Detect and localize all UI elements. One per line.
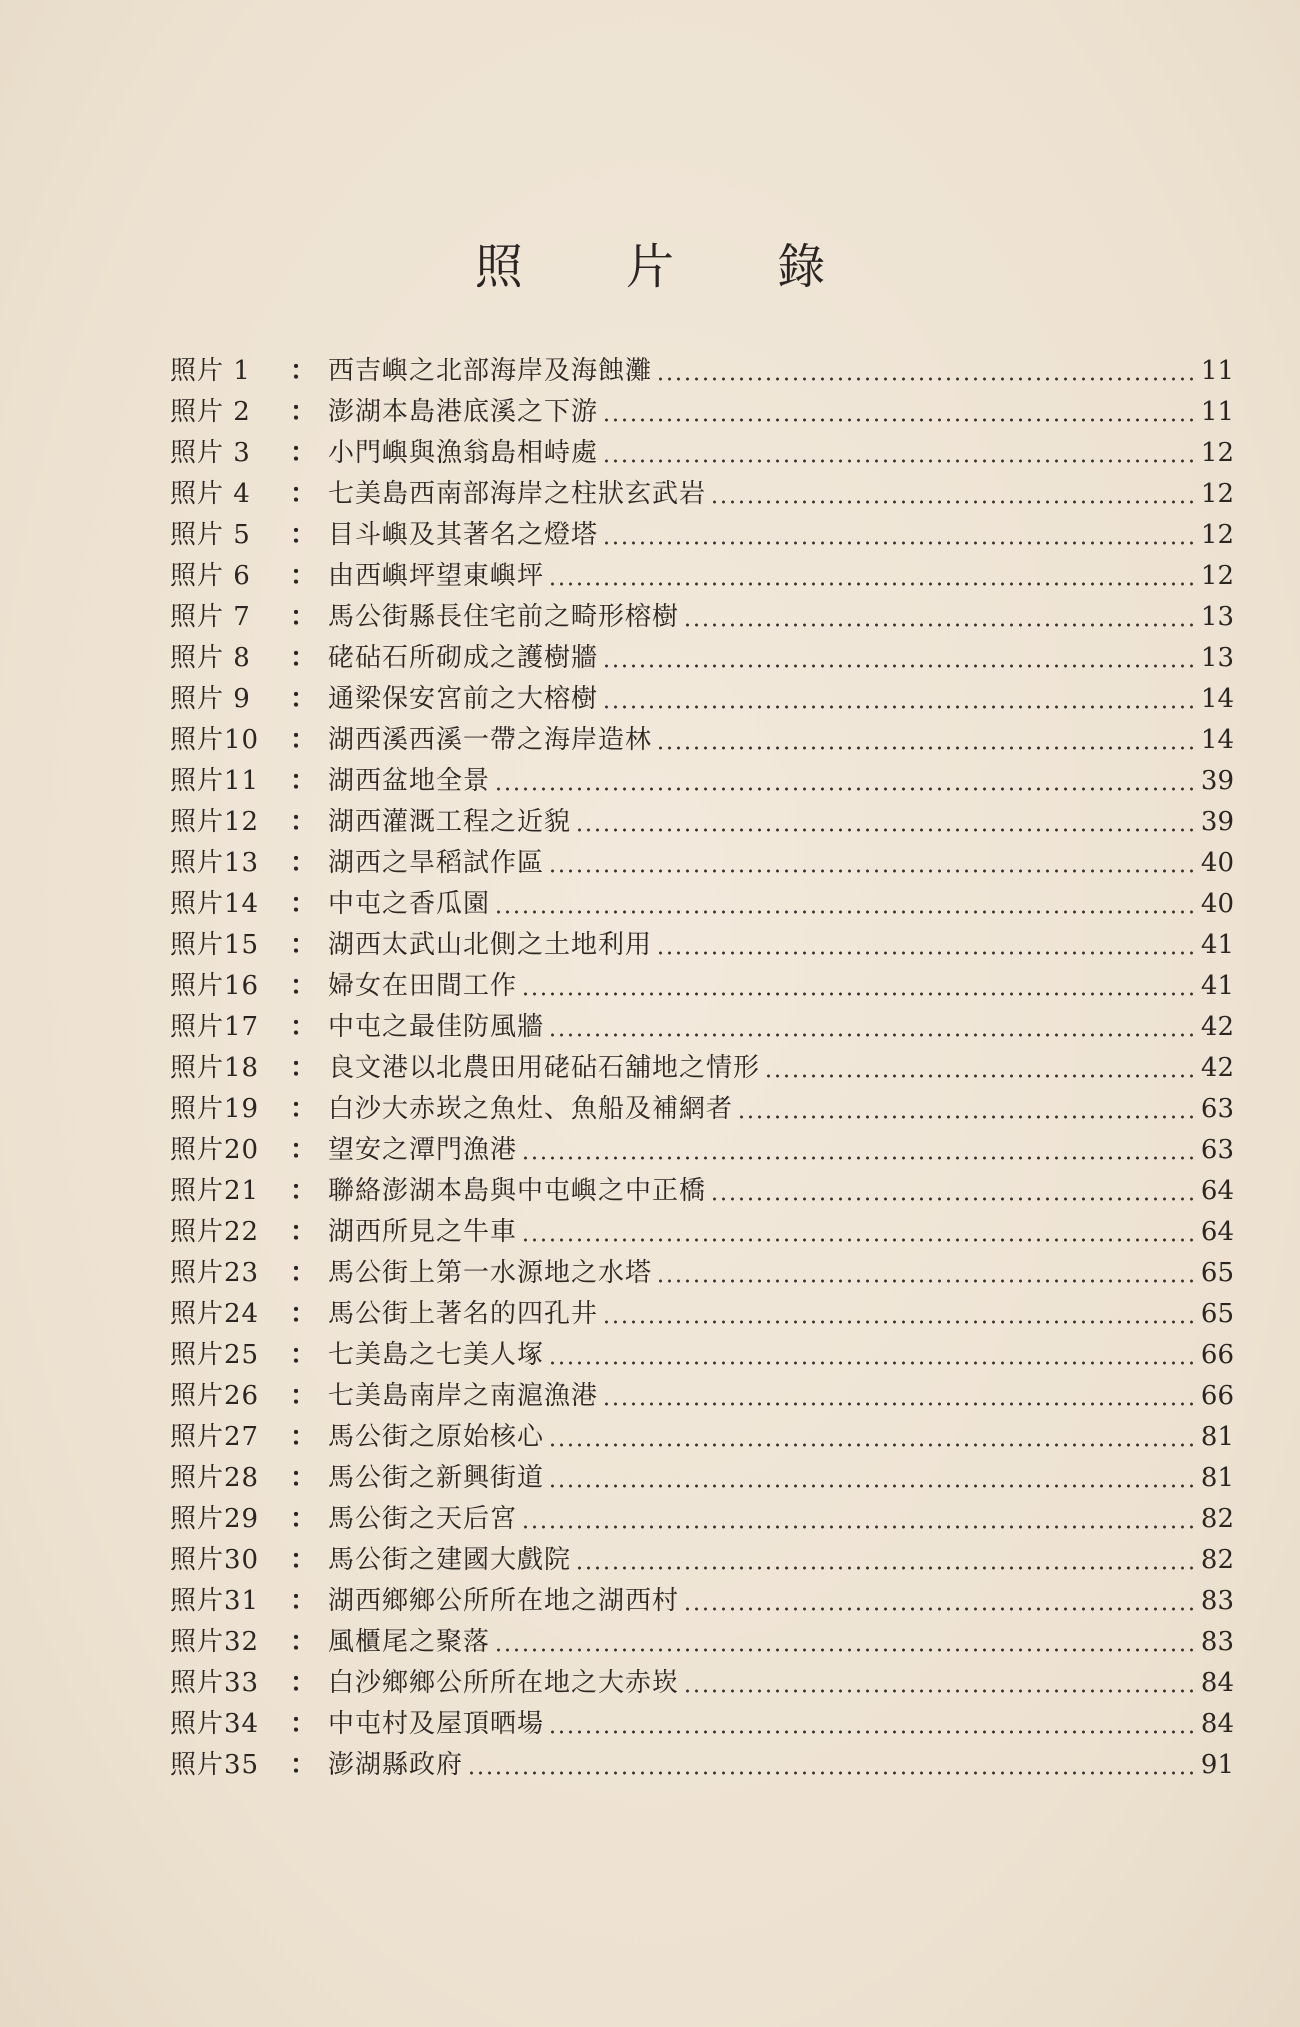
photo-caption: 中屯村及屋頂晒場 xyxy=(328,1709,545,1739)
photo-caption: 由西嶼坪望東嶼坪 xyxy=(328,561,545,591)
dot-leader xyxy=(494,910,1194,914)
dot-leader xyxy=(602,459,1194,463)
colon-separator: ： xyxy=(290,1299,317,1329)
list-item xyxy=(170,1335,1234,1376)
page-number: 13 xyxy=(1200,602,1234,632)
photo-list xyxy=(170,351,1234,1786)
photo-caption: 湖西太武山北側之土地利用 xyxy=(328,930,653,960)
page-number: 66 xyxy=(1200,1340,1234,1370)
photo-caption: 湖西之旱稻試作區 xyxy=(328,848,545,878)
dot-leader xyxy=(521,1525,1194,1529)
page-number: 12 xyxy=(1200,561,1234,591)
colon-separator: ： xyxy=(290,1176,317,1206)
colon-separator: ： xyxy=(290,1258,317,1288)
dot-leader xyxy=(602,1402,1194,1406)
page-number: 40 xyxy=(1200,889,1234,919)
colon-separator: ： xyxy=(290,1463,317,1493)
page-number: 81 xyxy=(1200,1422,1234,1452)
photo-number: 照片12 xyxy=(170,807,260,837)
photo-number: 照片22 xyxy=(170,1217,260,1247)
colon-separator: ： xyxy=(290,561,317,591)
dot-leader xyxy=(467,1771,1194,1775)
page-number: 82 xyxy=(1200,1504,1234,1534)
photo-caption: 小門嶼與漁翁島相峙處 xyxy=(328,438,599,468)
colon-separator: ： xyxy=(290,766,317,796)
page-number: 82 xyxy=(1200,1545,1234,1575)
dot-leader xyxy=(548,1033,1194,1037)
photo-number: 照片 8 xyxy=(170,643,251,673)
list-item xyxy=(170,1376,1234,1417)
dot-leader xyxy=(602,705,1194,709)
photo-number: 照片17 xyxy=(170,1012,260,1042)
dot-leader xyxy=(521,1156,1194,1160)
page-number: 65 xyxy=(1200,1258,1234,1288)
photo-number: 照片29 xyxy=(170,1504,260,1534)
list-item xyxy=(170,1499,1234,1540)
dot-leader xyxy=(656,746,1194,750)
photo-number: 照片23 xyxy=(170,1258,260,1288)
colon-separator: ： xyxy=(290,1340,317,1370)
page-number: 83 xyxy=(1200,1627,1234,1657)
photo-caption: 七美島南岸之南滬漁港 xyxy=(328,1381,599,1411)
photo-number: 照片 9 xyxy=(170,684,251,714)
photo-number: 照片32 xyxy=(170,1627,260,1657)
colon-separator: ： xyxy=(290,971,317,1001)
photo-caption: 湖西所見之牛車 xyxy=(328,1217,518,1247)
photo-number: 照片16 xyxy=(170,971,260,1001)
photo-number: 照片24 xyxy=(170,1299,260,1329)
photo-number: 照片14 xyxy=(170,889,260,919)
colon-separator: ： xyxy=(290,1750,317,1780)
photo-number: 照片15 xyxy=(170,930,260,960)
dot-leader xyxy=(656,951,1194,955)
page-number: 64 xyxy=(1200,1217,1234,1247)
photo-number: 照片21 xyxy=(170,1176,260,1206)
photo-caption: 中屯之香瓜園 xyxy=(328,889,491,919)
dot-leader xyxy=(575,828,1194,832)
page-number: 63 xyxy=(1200,1094,1234,1124)
photo-number: 照片 6 xyxy=(170,561,251,591)
page-number: 81 xyxy=(1200,1463,1234,1493)
dot-leader xyxy=(548,1443,1194,1447)
list-item xyxy=(170,1294,1234,1335)
list-item xyxy=(170,1048,1234,1089)
list-item xyxy=(170,351,1234,392)
dot-leader xyxy=(494,787,1194,791)
colon-separator: ： xyxy=(290,725,317,755)
photo-caption: 硓砧石所砌成之護樹牆 xyxy=(328,643,599,673)
page-number: 12 xyxy=(1200,520,1234,550)
photo-number: 照片13 xyxy=(170,848,260,878)
photo-caption: 馬公街縣長住宅前之畸形榕樹 xyxy=(328,602,680,632)
photo-caption: 湖西溪西溪一帶之海岸造林 xyxy=(328,725,653,755)
list-item xyxy=(170,720,1234,761)
photo-number: 照片 3 xyxy=(170,438,251,468)
list-item xyxy=(170,1540,1234,1581)
page-number: 13 xyxy=(1200,643,1234,673)
list-item xyxy=(170,515,1234,556)
photo-caption: 七美島西南部海岸之柱狀玄武岩 xyxy=(328,479,707,509)
list-item xyxy=(170,1704,1234,1745)
dot-leader xyxy=(656,377,1194,381)
list-item xyxy=(170,761,1234,802)
page-number: 40 xyxy=(1200,848,1234,878)
colon-separator: ： xyxy=(290,1422,317,1452)
dot-leader xyxy=(683,623,1194,627)
dot-leader xyxy=(602,541,1194,545)
colon-separator: ： xyxy=(290,602,317,632)
photo-number: 照片 2 xyxy=(170,397,251,427)
list-item xyxy=(170,556,1234,597)
colon-separator: ： xyxy=(290,397,317,427)
list-item xyxy=(170,1253,1234,1294)
page-number: 41 xyxy=(1200,971,1234,1001)
photo-caption: 目斗嶼及其著名之燈塔 xyxy=(328,520,599,550)
colon-separator: ： xyxy=(290,1381,317,1411)
dot-leader xyxy=(710,1197,1194,1201)
dot-leader xyxy=(548,582,1194,586)
photo-number: 照片28 xyxy=(170,1463,260,1493)
photo-caption: 馬公街之原始核心 xyxy=(328,1422,545,1452)
photo-number: 照片30 xyxy=(170,1545,260,1575)
page-number: 65 xyxy=(1200,1299,1234,1329)
colon-separator: ： xyxy=(290,438,317,468)
photo-number: 照片 7 xyxy=(170,602,251,632)
page-number: 66 xyxy=(1200,1381,1234,1411)
list-item xyxy=(170,1622,1234,1663)
colon-separator: ： xyxy=(290,1709,317,1739)
photo-number: 照片26 xyxy=(170,1381,260,1411)
photo-number: 照片31 xyxy=(170,1586,260,1616)
dot-leader xyxy=(656,1279,1194,1283)
photo-caption: 湖西鄉鄉公所所在地之湖西村 xyxy=(328,1586,680,1616)
photo-caption: 白沙鄉鄉公所所在地之大赤崁 xyxy=(328,1668,680,1698)
colon-separator: ： xyxy=(290,356,317,386)
list-item xyxy=(170,679,1234,720)
list-item xyxy=(170,966,1234,1007)
dot-leader xyxy=(764,1074,1194,1078)
photo-caption: 馬公街之新興街道 xyxy=(328,1463,545,1493)
list-item xyxy=(170,1130,1234,1171)
photo-caption: 馬公街上著名的四孔井 xyxy=(328,1299,599,1329)
photo-number: 照片20 xyxy=(170,1135,260,1165)
dot-leader xyxy=(710,500,1194,504)
colon-separator: ： xyxy=(290,684,317,714)
page-number: 91 xyxy=(1200,1750,1234,1780)
colon-separator: ： xyxy=(290,848,317,878)
list-item xyxy=(170,1417,1234,1458)
page-number: 12 xyxy=(1200,479,1234,509)
photo-number: 照片34 xyxy=(170,1709,260,1739)
page-number: 39 xyxy=(1200,807,1234,837)
dot-leader xyxy=(737,1115,1194,1119)
photo-number: 照片 4 xyxy=(170,479,251,509)
colon-separator: ： xyxy=(290,520,317,550)
page-number: 84 xyxy=(1200,1709,1234,1739)
photo-caption: 七美島之七美人塚 xyxy=(328,1340,545,1370)
list-item xyxy=(170,802,1234,843)
list-item xyxy=(170,925,1234,966)
colon-separator: ： xyxy=(290,1668,317,1698)
dot-leader xyxy=(521,992,1194,996)
photo-caption: 白沙大赤崁之魚灶、魚船及補網者 xyxy=(328,1094,734,1124)
dot-leader xyxy=(602,418,1194,422)
dot-leader xyxy=(521,1238,1194,1242)
page-number: 63 xyxy=(1200,1135,1234,1165)
dot-leader xyxy=(548,1361,1194,1365)
list-item xyxy=(170,1458,1234,1499)
colon-separator: ： xyxy=(290,807,317,837)
photo-number: 照片18 xyxy=(170,1053,260,1083)
photo-caption: 通梁保安宮前之大榕樹 xyxy=(328,684,599,714)
page-number: 42 xyxy=(1200,1053,1234,1083)
list-item xyxy=(170,392,1234,433)
dot-leader xyxy=(602,664,1194,668)
colon-separator: ： xyxy=(290,930,317,960)
list-item xyxy=(170,638,1234,679)
photo-number: 照片10 xyxy=(170,725,260,755)
colon-separator: ： xyxy=(290,1545,317,1575)
dot-leader xyxy=(602,1320,1194,1324)
dot-leader xyxy=(683,1607,1194,1611)
photo-number: 照片25 xyxy=(170,1340,260,1370)
list-item xyxy=(170,1089,1234,1130)
photo-caption: 馬公街之天后宮 xyxy=(328,1504,518,1534)
page-number: 84 xyxy=(1200,1668,1234,1698)
list-item xyxy=(170,1007,1234,1048)
colon-separator: ： xyxy=(290,1135,317,1165)
photo-number: 照片33 xyxy=(170,1668,260,1698)
dot-leader xyxy=(548,1730,1194,1734)
photo-number: 照片19 xyxy=(170,1094,260,1124)
photo-caption: 西吉嶼之北部海岸及海蝕灘 xyxy=(328,356,653,386)
colon-separator: ： xyxy=(290,643,317,673)
dot-leader xyxy=(548,869,1194,873)
list-item xyxy=(170,884,1234,925)
list-item xyxy=(170,843,1234,884)
list-item xyxy=(170,1663,1234,1704)
page-number: 11 xyxy=(1200,356,1234,386)
photo-caption: 馬公街之建國大戲院 xyxy=(328,1545,572,1575)
list-item xyxy=(170,474,1234,515)
photo-number: 照片27 xyxy=(170,1422,260,1452)
page-number: 14 xyxy=(1200,725,1234,755)
photo-caption: 婦女在田間工作 xyxy=(328,971,518,1001)
page-number: 11 xyxy=(1200,397,1234,427)
photo-caption: 聯絡澎湖本島與中屯嶼之中正橋 xyxy=(328,1176,707,1206)
photo-caption: 中屯之最佳防風牆 xyxy=(328,1012,545,1042)
photo-number: 照片35 xyxy=(170,1750,260,1780)
colon-separator: ： xyxy=(290,1504,317,1534)
photo-caption: 風櫃尾之聚落 xyxy=(328,1627,491,1657)
colon-separator: ： xyxy=(290,1053,317,1083)
colon-separator: ： xyxy=(290,1627,317,1657)
dot-leader xyxy=(494,1648,1194,1652)
colon-separator: ： xyxy=(290,889,317,919)
dot-leader xyxy=(683,1689,1194,1693)
page-number: 42 xyxy=(1200,1012,1234,1042)
list-item xyxy=(170,1581,1234,1622)
photo-caption: 澎湖縣政府 xyxy=(328,1750,464,1780)
photo-caption: 湖西盆地全景 xyxy=(328,766,491,796)
photo-caption: 澎湖本島港底溪之下游 xyxy=(328,397,599,427)
photo-number: 照片 1 xyxy=(170,356,251,386)
list-item xyxy=(170,1212,1234,1253)
photo-caption: 良文港以北農田用硓砧石舖地之情形 xyxy=(328,1053,761,1083)
colon-separator: ： xyxy=(290,479,317,509)
page-title: 照 片 錄 xyxy=(474,239,870,295)
dot-leader xyxy=(548,1484,1194,1488)
list-item xyxy=(170,1745,1234,1786)
photo-caption: 湖西灌溉工程之近貌 xyxy=(328,807,572,837)
page-number: 41 xyxy=(1200,930,1234,960)
colon-separator: ： xyxy=(290,1012,317,1042)
colon-separator: ： xyxy=(290,1586,317,1616)
page-number: 12 xyxy=(1200,438,1234,468)
page-number: 83 xyxy=(1200,1586,1234,1616)
photo-number: 照片11 xyxy=(170,766,260,796)
dot-leader xyxy=(575,1566,1194,1570)
photo-number: 照片 5 xyxy=(170,520,251,550)
page-number: 39 xyxy=(1200,766,1234,796)
photo-caption: 望安之潭門漁港 xyxy=(328,1135,518,1165)
page-number: 64 xyxy=(1200,1176,1234,1206)
colon-separator: ： xyxy=(290,1094,317,1124)
list-item xyxy=(170,1171,1234,1212)
list-item xyxy=(170,597,1234,638)
page-number: 14 xyxy=(1200,684,1234,714)
photo-caption: 馬公街上第一水源地之水塔 xyxy=(328,1258,653,1288)
list-item xyxy=(170,433,1234,474)
colon-separator: ： xyxy=(290,1217,317,1247)
